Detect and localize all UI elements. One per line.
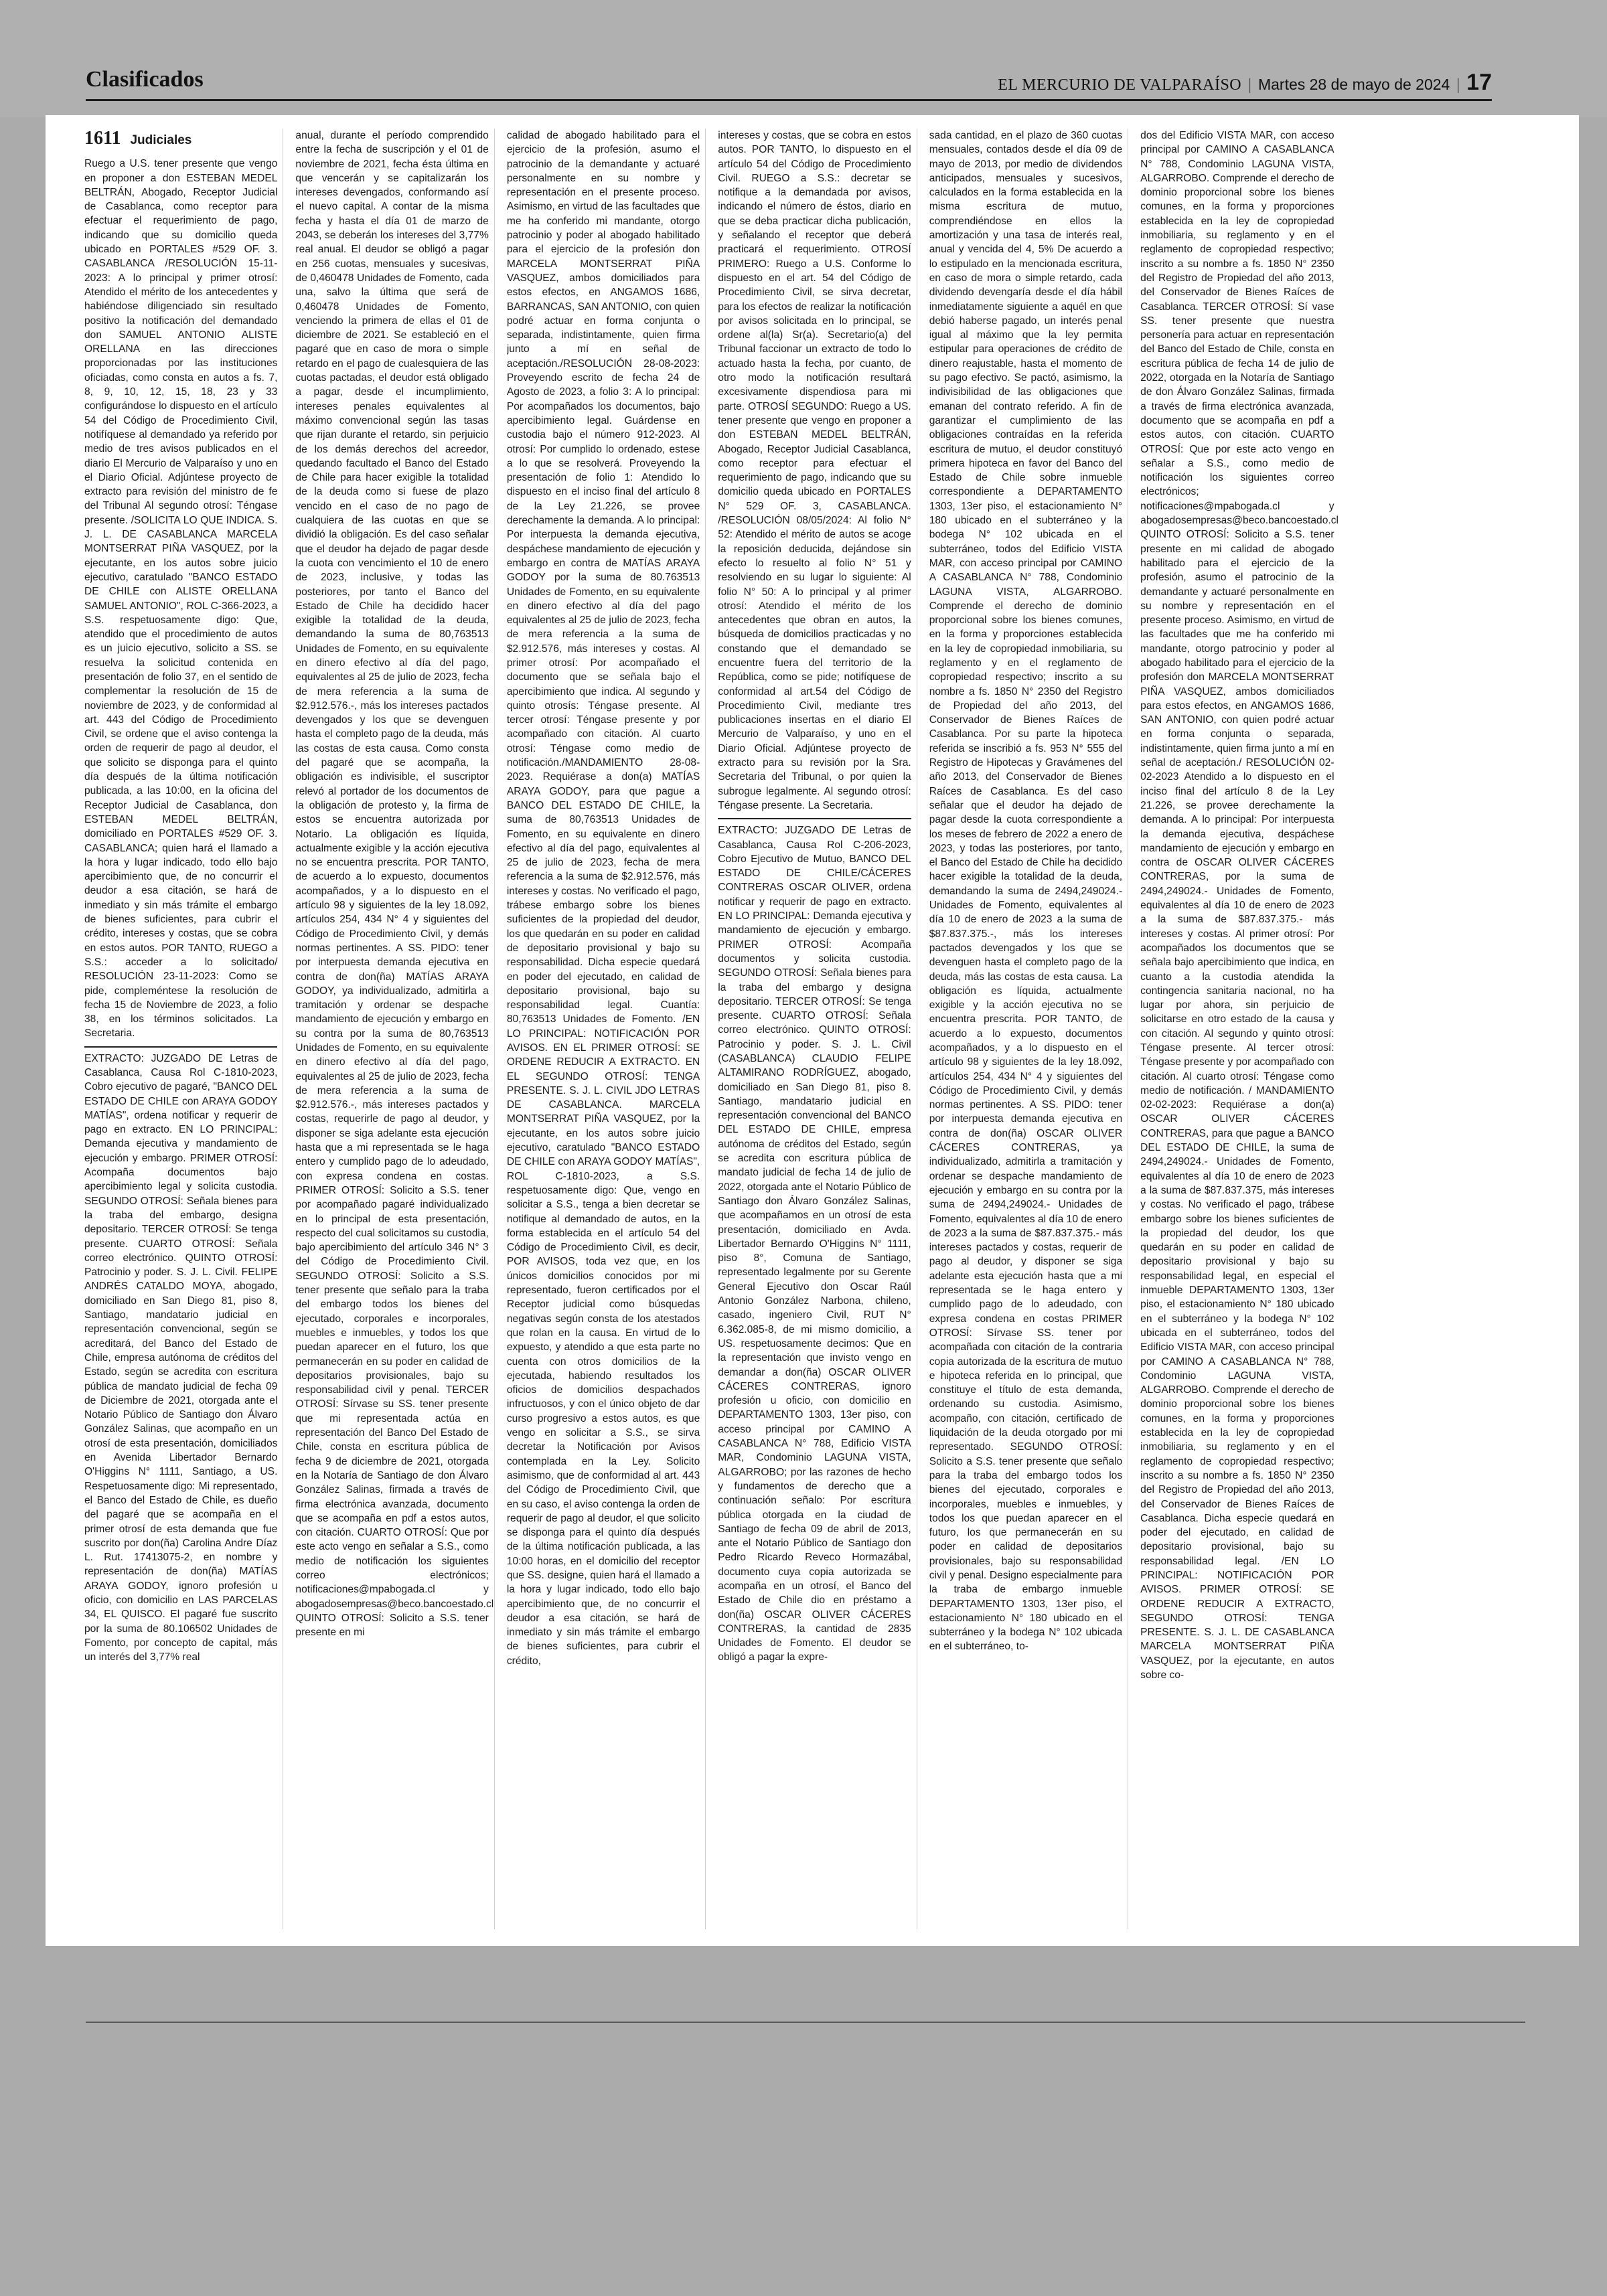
notice-paragraph: calidad de abogado habilitado para el ejercicio de la profesión, asumo el patrocinio de la demandante y actuaré personalmente en su nombre y representación en el presente proceso. Asimismo, en virtud de las facultades que me ha conferido mi mandante, otorgo patrocinio y poder al abogado habilitado para el ejercicio de la profesión don MARCELA MONTSERRAT PIÑA VASQUEZ, ambos domiciliados para estos efectos, en ANGAMOS 1686, BARRANCAS, SAN ANTONIO, con quien podré actuar en forma conjunta o separada, indistintamente, quien firma junto a mí en señal de aceptación./RESOLUCIÓN 28-08-2023: Proveyendo escrito de fecha 24 de Agosto de 2023, a folio 3: A lo principal: Por acompañados los documentos, bajo apercibimiento legal. Guárdense en custodia bajo el número 912-2023. Al otrosí: Por cumplido lo ordenado, estese a lo que se resolverá. Proveyendo la presentación de folio 1: Atendido lo dispuesto en el inciso final del artículo 8 de la Ley 21.226, se provee derechamente la demanda. A lo principal: Por interpuesta la demanda ejecutiva, despáchese mandamiento de ejecución y embargo en contra de MATÍAS ARAYA GODOY por la suma de 80.763513 Unidades de Fomento, en su equivalente en dinero efectivo al día del pago equivalentes al 25 de julio de 2023, fecha de mera referencia a la suma de $2.912.576, más intereses y costas. Al primer otrosí: Por acompañado el documento que se señala bajo el apercibimiento que indica. Al segundo y quinto otrosís: Téngase presente. Al tercer otrosí: Téngase presente y por acompañado con citación. Al cuarto otrosí: Téngase como medio de notificación./MANDAMIENTO 28-08-2023. Requiérase a don(a) MATÍAS ARAYA GODOY, para que pague a BANCO DEL ESTADO DE CHILE, la suma de 80,763513 Unidades de Fomento, en su equivalente en dinero efectivo al día del pago, equivalentes al 25 de julio de 2023, fecha de mera referencia a la suma de $2.912.576, más intereses y costas. No verificado el pago, trábese embargo sobre los bienes suficientes de la propiedad del deudor, los que quedarán en su poder en calidad de depositario provisional y bajo su responsabilidad. Dicha especie quedará en poder del ejecutado, en calidad de depositario provisional, bajo su responsabilidad legal. Cuantía: 80,763513 Unidades de Fomento. /EN LO PRINCIPAL: NOTIFICACIÓN POR AVISOS. EN EL PRIMER OTROSÍ: SE ORDENE REDUCIR A EXTRACTO. EN EL SEGUNDO OTROSÍ: TENGA PRESENTE. S. J. L. CIVIL JDO LETRAS DE CASABLANCA. MARCELA MONTSERRAT PIÑA VASQUEZ, por la ejecutante, en los autos sobre juicio ejecutivo, caratulado "BANCO ESTADO DE CHILE con ARAYA GODOY MATÍAS", ROL C-1810-2023, a S.S. respetuosamente digo: Que, vengo en solicitar a S.S., tenga a bien decretar se notifique al demandado de autos, en la forma establecida en el artículo 54 del Código de Procedimiento Civil, es decir, POR AVISOS, toda vez que, en los únicos domicilios conocidos por mi representado, fueron certificados por el Receptor judicial como búsquedas negativas según consta de los atestados que rolan en la causa. En virtud de lo expuesto, y atendido a que esta parte no cuenta con otros domicilios de la ejecutada, habiendo resultados los oficios de domicilios despachados infructuosos, y con el único objeto de dar curso progresivo a estos autos, es que vengo en solicitar a S.S., se sirva decretar la Notificación por Avisos contemplada en la Ley. Solicito asimismo, que de conformidad al art. 443 del Código de Procedimiento Civil, que en su caso, el aviso contenga la orden de requerir de pago al deudor, el que solicito se disponga para el quinto día después de la última notificación publicada, a las 10:00 horas, en el domicilio del receptor que SS. designe, quien hará el llamado a la hora y lugar indicado, todo ello bajo apercibimiento que, de no concurrir el deudor a esa citación, se hará de inmediato y sin más trámite el embargo de bienes suficientes, para cubrir el crédito,	[506, 130, 700, 1667]
masthead	[998, 70, 1492, 96]
classifieds-sheet	[46, 115, 1579, 1946]
masthead-separator: |	[1456, 76, 1460, 94]
text-column-1	[84, 129, 283, 1929]
text-column-6	[1140, 129, 1339, 1929]
notice-paragraph: sada cantidad, en el plazo de 360 cuotas mensuales, contados desde el día 09 de mayo de 2013, por medio de dividendos anticipados, mensuales y sucesivos, calculados en la forma establecida en la misma escritura de mutuo, comprendiéndose en ellos la amortización y una tasa de interés real, anual y vencida del 4, 5% De acuerdo a lo estipulado en la mencionada escritura, en caso de mora o simple retardo, cada dividendo devengaría desde el día hábil inmediatamente siguiente a aquél en que debió haberse pagado, un interés penal igual al máximo que la ley permita estipular para operaciones de crédito de dinero reajustable, hasta el momento de su pago efectivo. Se pactó, asimismo, la indivisibilidad de las obligaciones que emanan del contrato referido. A fin de garantizar el cumplimiento de las obligaciones contraídas en la referida escritura de mutuo, el deudor constituyó primera hipoteca en favor del Banco del Estado de Chile sobre inmueble correspondiente a DEPARTAMENTO 1303, 13er piso, el estacionamiento N° 180 ubicado en el subterráneo y la bodega N° 102 ubicada en el subterráneo, todos del Edificio VISTA MAR, con acceso principal por CAMINO A CASABLANCA N° 788, Condominio LAGUNA VISTA, ALGARROBO. Comprende el derecho de dominio proporcional sobre los bienes comunes, en la forma y proporciones establecida en la ley de copropiedad inmobiliaria, su reglamento y en el reglamento de copropiedad respectivo; inscrito a su nombre a fs. 1850 N° 2350 del Registro de Propiedad del año 2013, del Conservador de Bienes Raíces de Casablanca. Por su parte la hipoteca referida se inscribió a fs. 953 N° 555 del Registro de Hipotecas y Gravámenes del año 2013, del Conservador de Bienes Raíces de Casablanca. Es del caso señalar que el deudor ha dejado de pagar desde la cuota correspondiente a los meses de febrero de 2022 a enero de 2023, y todas las posteriores, por tanto, el Banco del Estado de Chile ha decidido hacer exigible la totalidad de la deuda, demandando la suma de 2494,249024.- Unidades de Fomento, equivalentes al día 10 de enero de 2023 a la suma de $87.837.375.-, más los intereses pactados devengados y los que se devenguen hasta el completo pago de la deuda, más las costas de esta causa. La obligación es líquida, actualmente exigible y la acción ejecutiva no se encuentra prescrita. POR TANTO, de acuerdo a lo expuesto, documentos acompañados, y a lo dispuesto en el artículo 98 y siguientes de la ley 18.092, artículos 254, 434 N° 4 y siguientes del Código de Procedimiento Civil, y demás normas pertinentes. A SS. PIDO: tener por interpuesta demanda ejecutiva en contra de don(ña) OSCAR OLIVER CÁCERES CONTRERAS, ya individualizado, admitirla a tramitación y ordenar se despache mandamiento de ejecución y embargo en su contra por la suma de 2494,249024.- Unidades de Fomento, equivalentes al día 10 de enero de 2023 a la suma de $87.837.375.- más intereses pactados y costas, requerir de pago al deudor, y disponer se siga adelante esta ejecución hasta que a mi representada se le haga entero y cumplido pago de lo adeudado, con expresa condena en costas PRIMER OTROSÍ: Sírvase SS. tener por acompañada con citación de la contraria copia autorizada de la escritura de mutuo e hipoteca referida en lo principal, que constituye el título de esta demanda, ordenando su custodia. Asimismo, acompaño, con citación, certificado de liquidación de la deuda otorgado por mi representado. SEGUNDO OTROSÍ: Solicito a S.S. tener presente que señalo para la traba del embargo todos los bienes del ejecutado, corporales e incorporales, muebles e inmuebles, y todos los que puedan aparecer en el futuro, los que permanecerán en su poder en calidad de depositarios provisionales, bajo su responsabilidad civil y penal. Designo especialmente para la traba de embargo inmueble DEPARTAMENTO 1303, 13er piso, el estacionamiento N° 180 ubicado en el subterráneo y la bodega N° 102 ubicada en el subterráneo, to-	[929, 130, 1123, 1653]
notice-divider	[84, 1046, 277, 1048]
page-number: 17	[1466, 70, 1492, 95]
notice-paragraph: Ruego a U.S. tener presente que vengo en proponer a don ESTEBAN MEDEL BELTRÁN, Abogado, Receptor Judicial de Casablanca, como receptor para efectuar el requerimiento de pago, indicando que su domicilio queda ubicado en PORTALES #529 OF. 3. CASABLANCA /RESOLUCIÓN 15-11-2023: A lo principal y primer otrosí: Atendido el mérito de los antecedentes y habiéndose diligenciado sin resultado positivo la notificación del demandado don SAMUEL ANTONIO ALISTE ORELLANA en las direcciones proporcionadas por las instituciones oficiadas, como consta en autos a fs. 7, 8, 9, 10, 12, 15, 18, 23 y 33 configurándose lo dispuesto en el artículo 54 del Código de Procedimiento Civil, notifíquese al demandado ya referido por medio de tres avisos publicados en el diario El Mercurio de Valparaíso y uno en el Diario Oficial. Adjúntese proyecto de extracto para revisión del ministro de fe del Tribunal Al segundo otrosí: Téngase presente. /SOLICITA LO QUE INDICA. S. J. L. DE CASABLANCA MARCELA MONTSERRAT PIÑA VASQUEZ, por la ejecutante, en los autos sobre juicio ejecutivo, caratulado "BANCO ESTADO DE CHILE con ALISTE ORELLANA SAMUEL ANTONIO", ROL C-366-2023, a S.S. respetuosamente digo: Que, atendido que el procedimiento de autos es un juicio ejecutivo, solicito a SS. se resuelva la solicitud contenida en presentación de folio 37, en el sentido de complementar la resolución de 15 de noviembre de 2023, y de conformidad al art. 443 del Código de Procedimiento Civil, se ordene que el aviso contenga la orden de requerir de pago al deudor, el que solicito se disponga para el quinto día después de la última notificación publicada, a las 10:00, en la oficina del Receptor Judicial de Casablanca, don ESTEBAN MEDEL BELTRÁN, domiciliado en PORTALES #529 OF. 3. CASABLANCA; quien hará el llamado a la hora y lugar indicado, todo ello bajo apercibimiento que, de no concurrir el deudor a esa citación, se hará de inmediato y sin más trámite el embargo de bienes suficientes, para cubrir el crédito, intereses y costas, que se cobra en estos autos. POR TANTO, RUEGO a S.S.: acceder a lo solicitado/ RESOLUCIÓN 23-11-2023: Como se pide, compleméntese la resolución de fecha 15 de Noviembre de 2023, a folio 38, en los términos solicitados. La Secretaria.	[84, 158, 278, 1040]
classified-category: Judiciales	[130, 133, 192, 147]
section-title: Clasificados	[86, 67, 204, 92]
text-column-3	[507, 129, 706, 1929]
columns-container	[84, 129, 1551, 1929]
notice-divider	[718, 818, 911, 819]
classified-code-header	[84, 131, 277, 147]
page-header	[86, 67, 1492, 101]
notice-paragraph: anual, durante el período comprendido entre la fecha de suscripción y el 01 de noviembre de 2021, fecha ésta última en que vencerán y se capitalizarán los intereses devengados, conformando así el nuevo capital. A contar de la misma fecha y hasta el día 01 de marzo de 2043, se deberán los intereses del 3,77% real anual. El deudor se obligó a pagar en 256 cuotas, mensuales y sucesivas, de 0,460478 Unidades de Fomento, cada una, salvo la última que será de 0,460478 Unidades de Fomento, venciendo la primera de ellas el 01 de diciembre de 2021. Se estableció en el pagaré que en caso de mora o simple retardo en el pago de cualesquiera de las cuotas pactadas, el deudor está obligado a pagar, desde el incumplimiento, intereses penales equivalentes al máximo convencional según las tasas que rijan durante el retardo, sin perjuicio de los demás derechos del acreedor, quedando facultado el Banco del Estado de Chile para hacer exigible la totalidad de la deuda como si fuese de plazo vencido en el caso de no pago de cualquiera de las cuotas en que se dividió la obligación. Es del caso señalar que el deudor ha dejado de pagar desde la cuota con vencimiento el 10 de enero de 2023, inclusive, y todas las posteriores, por tanto el Banco del Estado de Chile ha decidido hacer exigible la totalidad de la deuda, demandando la suma de 80,763513 Unidades de Fomento, en su equivalente en dinero efectivo al día del pago, equivalentes al 25 de julio de 2023, fecha de mera referencia a la suma de $2.912.576.-, más los intereses pactados devengados y los que se devenguen hasta el completo pago de la deuda, más las costas de esta causa. Como consta del pagaré que se acompaña, la obligación es indivisible, el suscriptor relevó al portador de los documentos de la obligación de protesto y, la firma de estos se encuentra autorizada por Notario. La obligación es líquida, actualmente exigible y la acción ejecutiva no se encuentra prescrita. POR TANTO, de acuerdo a lo expuesto, documentos acompañados, y a lo dispuesto en el artículo 98 y siguientes de la ley 18.092, artículos 254, 434 N° 4 y siguientes del Código de Procedimiento Civil, y demás normas pertinentes. A SS. PIDO: tener por interpuesta demanda ejecutiva en contra de don(ña) MATÍAS ARAYA GODOY, ya individualizado, admitirla a tramitación y ordenar se despache mandamiento de ejecución y embargo en su contra por la suma de 80,763513 Unidades de Fomento, en su equivalente en dinero efectivo al día del pago, equivalentes al 25 de julio de 2023, fecha de mera referencia a la suma de $2.912.576.-, más intereses pactados y costas, requerirle de pago al deudor, y disponer se siga adelante esta ejecución hasta que a mi representada se le haga entero y cumplido pago de lo adeudado, con expresa condena en costas. PRIMER OTROSÍ: Solicito a S.S. tener por acompañado pagaré individualizado en lo principal de esta presentación, respecto del cual solicitamos su custodia, bajo apercibimiento del artículo 346 N° 3 del Código de Procedimiento Civil. SEGUNDO OTROSÍ: Solicito a S.S. tener presente que señalo para la traba del embargo todos los bienes del ejecutado, corporales e incorporales, muebles e inmuebles, y todos los que puedan aparecer en el futuro, los que permanecerán en su poder en calidad de depositarios provisionales, bajo su responsabilidad civil y penal. TERCER OTROSÍ: Sírvase su SS. tener presente que mi representada actúa en representación del Banco Del Estado de Chile, consta en escritura pública de fecha 9 de diciembre de 2021, otorgada en la Notaría de Santiago de don Álvaro González Salinas, firmada a través de firma electrónica avanzada, documento que se acompaña en pdf a estos autos, con citación. CUARTO OTROSÍ: Que por este acto vengo en señalar a S.S., como medio de notificación los siguientes correo electrónicos; notificaciones@mpabogada.cl y abogadosempresas@beco.bancoestado.cl QUINTO OTROSÍ: Solicito a S.S. tener presente en mi	[295, 130, 494, 1639]
notice-paragraph: EXTRACTO: JUZGADO DE Letras de Casablanca, Causa Rol C-206-2023, Cobro Ejecutivo de Mutuo, BANCO DEL ESTADO DE CHILE/CÁCERES CONTRERAS OSCAR OLIVER, ordena notificar y requerir de pago en extracto. EN LO PRINCIPAL: Demanda ejecutiva y mandamiento de ejecución y embargo. PRIMER OTROSÍ: Acompaña documentos y solicita custodia. SEGUNDO OTROSÍ: Señala bienes para la traba del embargo y designa depositario. TERCER OTROSÍ: Se tenga presente. CUARTO OTROSÍ: Señala correo electrónico. QUINTO OTROSÍ: Patrocinio y poder. S. J. L. Civil (CASABLANCA) CLAUDIO FELIPE ALTAMIRANO RODRÍGUEZ, abogado, domiciliado en San Diego 81, piso 8. Santiago, mandatario judicial en representación convencional del BANCO DEL ESTADO DE CHILE, empresa autónoma de créditos del Estado, según se acredita con escritura pública de mandato judicial de fecha 14 de julio de 2022, otorgada ante el Notario Público de Santiago don Álvaro González Salinas, que acompañamos en un otrosí de esta presentación, domiciliado en Avda. Libertador Bernardo O'Higgins N° 1111, piso 8°, Comuna de Santiago, representado legalmente por su Gerente General Ejecutivo don Oscar Raúl Antonio González Narbona, chileno, casado, ingeniero Civil, RUT N° 6.362.085-8, de mi mismo domicilio, a US. respetuosamente decimos: Que en la representación que invisto vengo en demandar a don(ña) OSCAR OLIVER CÁCERES CONTRERAS, ignoro profesión u oficio, con domicilio en DEPARTAMENTO 1303, 13er piso, con acceso principal por CAMINO A CASABLANCA N° 788, Edificio VISTA MAR, Condominio LAGUNA VISTA, ALGARROBO; por las razones de hecho y fundamentos de derecho que a continuación señalo: Por escritura pública otorgada en la ciudad de Santiago de fecha 09 de abril de 2013, ante el Notario Público de Santiago don Pedro Ricardo Reveco Hormazábal, documento cuya copia autorizada se acompaña en un otrosí, el Banco del Estado de Chile dio en préstamo a don(ña) OSCAR OLIVER CÁCERES CONTRERAS, la cantidad de 2835 Unidades de Fomento. El deudor se obligó a pagar la expre-	[718, 825, 911, 1663]
text-column-4	[718, 129, 917, 1929]
bottom-rule	[86, 2022, 1525, 2023]
notice-paragraph: EXTRACTO: JUZGADO DE Letras de Casablanca, Causa Rol C-1810-2023, Cobro ejecutivo de pagaré, "BANCO DEL ESTADO DE CHILE con ARAYA GODOY MATÍAS", ordena notificar y requerir de pago en extracto. EN LO PRINCIPAL: Demanda ejecutiva y mandamiento de ejecución y embargo. PRIMER OTROSÍ: Acompaña documentos bajo apercibimiento legal y solicita custodia. SEGUNDO OTROSÍ: Señala bienes para la traba del embargo, designa depositario. TERCER OTROSÍ: Se tenga presente. CUARTO OTROSÍ: Señala correo electrónico. QUINTO OTROSÍ: Patrocinio y poder. S. J. L. Civil. FELIPE ANDRÉS CATALDO MOYA, abogado, domiciliado en San Diego 81, piso 8, Santiago, mandatario judicial en representación convencional, según se acreditará, del Banco del Estado de Chile, empresa autónoma de créditos del Estado, según se acredita con escritura pública de mandato judicial de fecha 09 de Diciembre de 2021, otorgada ante el Notario Público de Santiago don Álvaro González Salinas, que acompaño en un otrosí de esta presentación, domiciliados en Avenida Libertador Bernardo O'Higgins N° 1111, Santiago, a US. Respetuosamente digo: Mi representado, el Banco del Estado de Chile, es dueño del pagaré que se acompaña en el primer otrosí de esta demanda que fue suscrito por don(ña) Carolina Andre Díaz L. Rut. 17413075-2, en nombre y representación de don(ña) MATÍAS ARAYA GODOY, ignoro profesión u oficio, con domicilio en LAS PARCELAS 34, EL QUISCO. El pagaré fue suscrito por la suma de 80.106502 Unidades de Fomento, por concepto de capital, más un interés del 3,77% real	[84, 1052, 278, 1663]
publication-date: Martes 28 de mayo de 2024	[1257, 76, 1450, 93]
publication-name: EL MERCURIO DE VALPARAÍSO	[998, 76, 1242, 94]
masthead-separator: |	[1248, 76, 1251, 94]
notice-paragraph: dos del Edificio VISTA MAR, con acceso principal por CAMINO A CASABLANCA N° 788, Condominio LAGUNA VISTA, ALGARROBO. Comprende el derecho de dominio proporcional sobre los bienes comunes, en la forma y proporciones establecida en la ley de copropiedad inmobiliaria, su reglamento y en el reglamento de copropiedad respectivo; inscrito a su nombre a fs. 1850 N° 2350 del Registro de Propiedad del año 2013, del Conservador de Bienes Raíces de Casablanca. TERCER OTROSÍ: Sí vase SS. tener presente que nuestra personería para actuar en representación del Banco del Estado de Chile, consta en escritura pública de fecha 14 de julio de 2022, otorgada en la Notaría de Santiago de don Álvaro González Salinas, firmada a través de firma electrónica avanzada, documento que se acompaña en pdf a estos autos, con citación. CUARTO OTROSÍ: Que por este acto vengo en señalar a S.S., como medio de notificación los siguientes correo electrónicos; notificaciones@mpabogada.cl y abogadosempresas@beco.bancoestado.cl QUINTO OTROSÍ: Solicito a S.S. tener presente en mi calidad de abogado habilitado para el ejercicio de la profesión, asumo el patrocinio de la demandante y actuaré personalmente en su nombre y representación en el presente proceso. Asimismo, en virtud de las facultades que me ha conferido mi mandante, otorgo patrocinio y poder al abogado habilitado para el ejercicio de la profesión don MARCELA MONTSERRAT PIÑA VASQUEZ, ambos domiciliados para estos efectos, en ANGAMOS 1686, SAN ANTONIO, con quien podré actuar en forma conjunta o separada, indistintamente, quien firma junto a mí en señal de aceptación./ RESOLUCIÓN 02-02-2023 Atendido a lo dispuesto en el inciso final del artículo 8 de la Ley 21.226, se provee derechamente la demanda. A lo principal: Por interpuesta la demanda ejecutiva, despáchese mandamiento de ejecución y embargo en contra de OSCAR OLIVER CÁCERES CONTRERAS, por la suma de 2494,249024.- Unidades de Fomento, equivalentes al día 10 de enero de 2023 a la suma de $87.837.375.- más intereses y costas. Al primer otrosí: Por acompañados los documentos que se señala bajo apercibimiento que indica, en cuanto a la custodia atendida la contingencia sanitaria nacional, no ha lugar por ahora, sin perjuicio de solicitarse en otro estado de la causa y con citación. Al segundo y quinto otrosí: Téngase presente. Al tercer otrosí: Téngase presente y por acompañado con citación. Al cuarto otrosí: Téngase como medio de notificación. / MANDAMIENTO 02-02-2023: Requiérase a don(a) OSCAR OLIVER CÁCERES CONTRERAS, para que pague a BANCO DEL ESTADO DE CHILE, la suma de 2494,249024.- Unidades de Fomento, equivalentes al día 10 de enero de 2023 a la suma de $87.837.375, más intereses y costas. No verificado el pago, trábese embargo sobre los bienes suficientes de la propiedad del deudor, los que quedarán en su poder en calidad de depositario provisional y bajo su responsabilidad legal, en especial el inmueble DEPARTAMENTO 1303, 13er piso, el estacionamiento N° 180 ubicado en el subterráneo y la bodega N° 102 ubicada en el subterráneo, todos del Edificio VISTA MAR, con acceso principal por CAMINO A CASABLANCA N° 788, Condominio LAGUNA VISTA, ALGARROBO. Comprende el derecho de dominio proporcional sobre los bienes comunes, en la forma y proporciones establecida en la ley de copropiedad inmobiliaria, su reglamento y en el reglamento de copropiedad respectivo; inscrito a su nombre a fs. 1850 N° 2350 del Registro de Propiedad del año 2013, del Conservador de Bienes Raíces de Casablanca. Dicha especie quedará en poder del ejecutado, en calidad de depositario provisional, bajo su responsabilidad legal. /EN LO PRINCIPAL: NOTIFICACIÓN POR AVISOS. PRIMER OTROSÍ: SE ORDENE REDUCIR A EXTRACTO, SEGUNDO OTROSÍ: TENGA PRESENTE. S. J. L. DE CASABLANCA MARCELA MONTSERRAT PIÑA VASQUEZ, por la ejecutante, en autos sobre co-	[1140, 130, 1338, 1682]
classified-code-number: 1611	[84, 129, 121, 149]
text-column-5	[929, 129, 1128, 1929]
notice-paragraph: intereses y costas, que se cobra en estos autos. POR TANTO, lo dispuesto en el artículo 54 del Código de Procedimiento Civil. RUEGO a S.S.: decretar se notifique a la demandada por avisos, indicando el número de éstos, diario en que se deba practicar dicha publicación, y señalando el receptor que deberá practicará el requerimiento. OTROSÍ PRIMERO: Ruego a U.S. Conforme lo dispuesto en el art. 54 del Código de Procedimiento Civil, se sirva decretar, para los efectos de realizar la notificación por avisos solicitada en lo principal, se ordene al(la) Sr(a). Secretario(a) del Tribunal faccionar un extracto de todo lo actuado hasta la fecha, por cuanto, de otro modo la notificación resultará excesivamente dispendiosa para mi parte. OTROSÍ SEGUNDO: Ruego a US. tener presente que vengo en proponer a don ESTEBAN MEDEL BELTRÁN, Abogado, Receptor Judicial Casablanca, como receptor para efectuar el requerimiento de pago, indicando que su domicilio queda ubicado en PORTALES N° 529 OF. 3, CASABLANCA. /RESOLUCIÓN 08/05/2024: Al folio N° 52: Atendido el mérito de autos se acoge la reposición deducida, dejándose sin efecto lo resuelto al folio N° 51 y resolviendo en su lugar lo siguiente: Al folio N° 50: A lo principal y al primer otrosí: Atendido el mérito de los antecedentes que obran en autos, la búsqueda de domicilios practicadas y no constando que el demandado se encuentre fuera del territorio de la República, como se pide; notifíquese de conformidad al art.54 del Código de Procedimiento Civil, mediante tres publicaciones insertas en el diario El Mercurio de Valparaíso, y uno en el Diario Oficial. Adjúntese proyecto de extracto para su revisión por la Sra. Secretaria del Tribunal, o por quien la subrogue legalmente. Al segundo otrosí: Téngase presente. La Secretaria.	[718, 130, 911, 811]
text-column-2	[295, 129, 494, 1929]
